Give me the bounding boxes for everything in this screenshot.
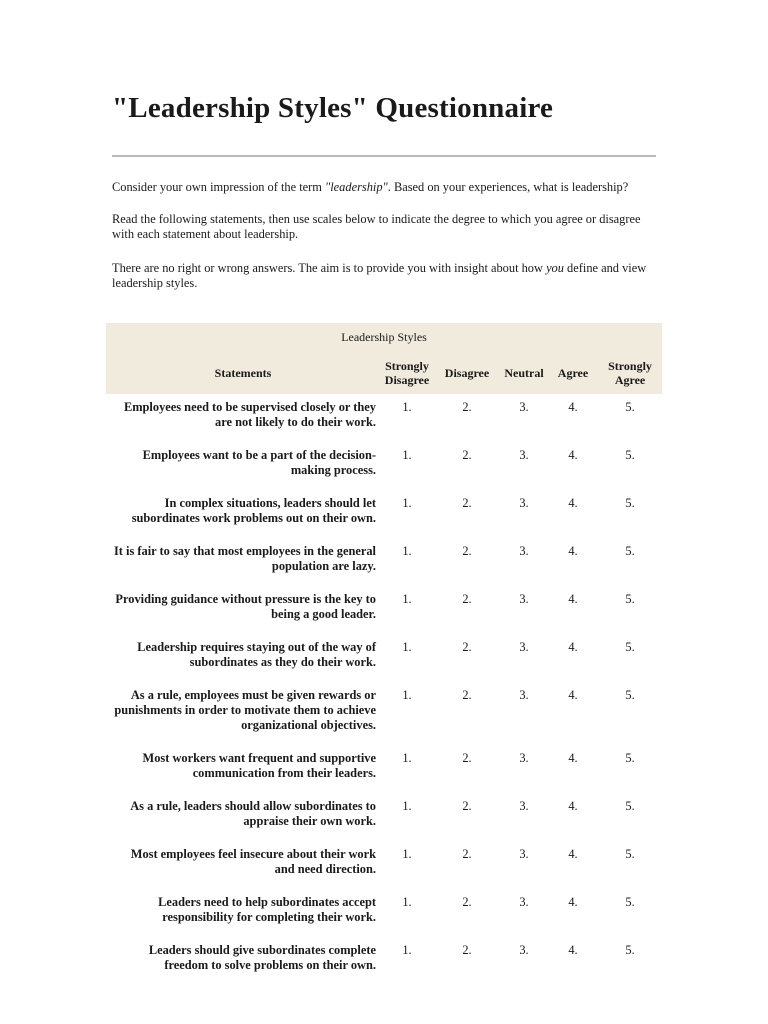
column-header: Neutral [504,365,544,380]
table-row [106,793,662,841]
rating-option-1[interactable]: 1. [402,448,412,462]
rating-option-2[interactable]: 2. [462,592,472,606]
rating-option-3[interactable]: 3. [519,688,529,702]
rating-option-5[interactable]: 5. [625,640,635,654]
rating-option-3[interactable]: 3. [519,496,529,510]
rating-option-3[interactable]: 3. [519,847,529,861]
statements-body [106,394,662,985]
table-row [106,634,662,682]
table-row [106,841,662,889]
statement-text: In complex situations, leaders should let subordinates work problems out on their own. [131,496,376,525]
rating-option-4[interactable]: 4. [568,847,578,861]
rating-option-4[interactable]: 4. [568,496,578,510]
rating-option-1[interactable]: 1. [402,847,412,861]
statement-text: Employees want to be a part of the decision-making process. [142,448,376,477]
rating-option-5[interactable]: 5. [625,943,635,957]
statement-text: Most workers want frequent and supportive communication from their leaders. [142,751,376,780]
table-row [106,586,662,634]
table-row [106,889,662,937]
rating-option-1[interactable]: 1. [402,943,412,957]
table-row [106,538,662,586]
rating-option-1[interactable]: 1. [402,400,412,414]
statement-text: Employees need to be supervised closely or they are not likely to do their work. [123,400,376,429]
rating-option-2[interactable]: 2. [462,895,472,909]
intro-p1-emphasis: "leadership" [325,180,388,194]
table-row [106,490,662,538]
statement-text: Leadership requires staying out of the way of subordinates as they do their work. [137,640,376,669]
rating-option-3[interactable]: 3. [519,640,529,654]
column-header: Strongly Agree [608,358,652,387]
intro-paragraph-3 [112,261,656,291]
leadership-styles-table [106,323,662,985]
rating-option-3[interactable]: 3. [519,448,529,462]
statement-text: As a rule, employees must be given rewards or punishments in order to motivate them to achieve organizational objectives. [114,688,376,732]
rating-option-4[interactable]: 4. [568,400,578,414]
rating-option-1[interactable]: 1. [402,640,412,654]
table-row [106,394,662,442]
rating-option-5[interactable]: 5. [625,544,635,558]
rating-option-4[interactable]: 4. [568,799,578,813]
rating-option-2[interactable]: 2. [462,688,472,702]
intro-p3-emphasis: you [546,261,564,275]
table-row [106,682,662,745]
table-row [106,937,662,985]
rating-option-1[interactable]: 1. [402,895,412,909]
rating-option-5[interactable]: 5. [625,751,635,765]
rating-option-5[interactable]: 5. [625,592,635,606]
rating-option-5[interactable]: 5. [625,448,635,462]
statement-text: Providing guidance without pressure is the key to being a good leader. [115,592,376,621]
rating-option-4[interactable]: 4. [568,448,578,462]
rating-option-1[interactable]: 1. [402,751,412,765]
rating-option-2[interactable]: 2. [462,400,472,414]
rating-option-1[interactable]: 1. [402,544,412,558]
rating-option-3[interactable]: 3. [519,895,529,909]
rating-option-5[interactable]: 5. [625,895,635,909]
rating-option-5[interactable]: 5. [625,799,635,813]
rating-option-4[interactable]: 4. [568,592,578,606]
intro-paragraph-2: Read the following statements, then use scales below to indicate the degree to which you agree or disagree with each statement about leadership. [112,212,641,241]
rating-option-2[interactable]: 2. [462,640,472,654]
rating-option-3[interactable]: 3. [519,751,529,765]
column-header: Agree [557,365,589,380]
rating-option-3[interactable]: 3. [519,943,529,957]
intro-paragraph-1 [112,180,656,195]
rating-option-3[interactable]: 3. [519,592,529,606]
table-row [106,442,662,490]
rating-option-4[interactable]: 4. [568,640,578,654]
page-title: "Leadership Styles" Questionnaire [112,92,554,124]
rating-option-4[interactable]: 4. [568,688,578,702]
intro-p1-text: Consider your own impression of the term [112,180,326,194]
rating-option-2[interactable]: 2. [462,448,472,462]
column-header: Strongly Disagree [384,358,430,387]
rating-option-5[interactable]: 5. [625,496,635,510]
rating-option-2[interactable]: 2. [462,943,472,957]
rating-option-3[interactable]: 3. [519,400,529,414]
table-caption: Leadership Styles [341,329,427,344]
rating-option-2[interactable]: 2. [462,496,472,510]
intro-p1-text-end: . Based on your experiences, what is leadership? [387,180,629,194]
column-header: Statements [214,365,272,380]
rating-option-4[interactable]: 4. [568,751,578,765]
rating-option-1[interactable]: 1. [402,688,412,702]
rating-option-2[interactable]: 2. [462,847,472,861]
statement-text: Most employees feel insecure about their work and need direction. [130,847,376,876]
rating-option-2[interactable]: 2. [462,799,472,813]
statement-text: As a rule, leaders should allow subordinates to appraise their own work. [130,799,376,828]
title-divider [112,155,656,157]
column-header: Disagree [444,365,490,380]
intro-p3-text: There are no right or wrong answers. The aim is to provide you with insight about how [112,261,547,275]
statement-text: Leaders need to help subordinates accept responsibility for completing their work. [158,895,376,924]
statement-text: Leaders should give subordinates complete freedom to solve problems on their own. [148,943,376,972]
rating-option-1[interactable]: 1. [402,592,412,606]
rating-option-3[interactable]: 3. [519,799,529,813]
rating-option-5[interactable]: 5. [625,400,635,414]
rating-option-1[interactable]: 1. [402,799,412,813]
rating-option-2[interactable]: 2. [462,751,472,765]
rating-option-4[interactable]: 4. [568,895,578,909]
rating-option-5[interactable]: 5. [625,847,635,861]
table-row [106,745,662,793]
statement-text: It is fair to say that most employees in the general population are lazy. [113,544,376,573]
rating-option-3[interactable]: 3. [519,544,529,558]
rating-option-1[interactable]: 1. [402,496,412,510]
table-header-row [106,351,662,394]
rating-option-2[interactable]: 2. [462,544,472,558]
rating-option-5[interactable]: 5. [625,688,635,702]
rating-option-4[interactable]: 4. [568,943,578,957]
rating-option-4[interactable]: 4. [568,544,578,558]
intro-p3-text-end: define and view leadership styles. [112,261,647,290]
